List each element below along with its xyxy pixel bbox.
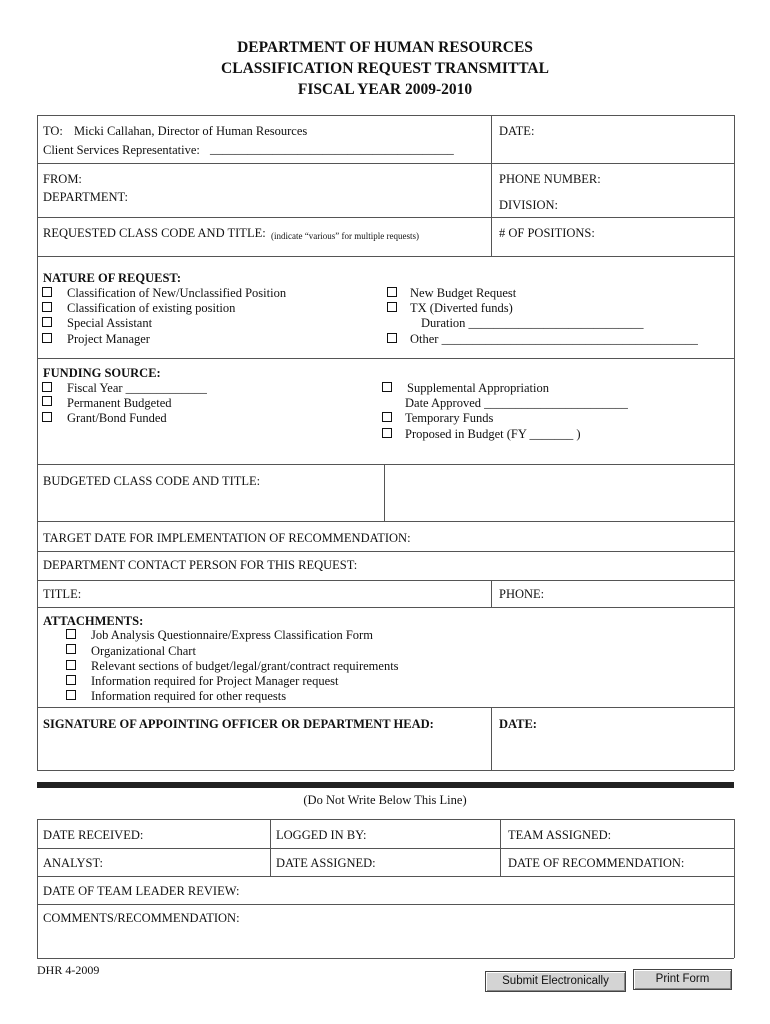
attachment-checkbox-org-chart[interactable] — [66, 644, 76, 654]
do-not-write-divider — [37, 782, 734, 788]
nature-checkbox-project-manager[interactable] — [42, 333, 52, 343]
from-field[interactable] — [85, 168, 485, 186]
attachment-checkbox-project-manager[interactable] — [66, 675, 76, 685]
print-form-button[interactable]: Print Form — [633, 969, 732, 990]
attachments-heading: ATTACHMENTS: — [43, 614, 144, 628]
date-approved-field[interactable]: Date Approved _______________________ — [405, 396, 628, 410]
attachment-option-other: Information required for other requests — [91, 689, 287, 703]
to-label: TO: — [43, 124, 63, 138]
date-of-recommendation-label: DATE OF RECOMMENDATION: — [508, 856, 685, 870]
nature-option-new-unclassified: Classification of New/Unclassified Position — [67, 286, 287, 300]
title-field[interactable] — [90, 584, 485, 604]
attachment-option-budget-sections: Relevant sections of budget/legal/grant/contract requirements — [91, 659, 399, 673]
funding-option-permanent-budgeted: Permanent Budgeted — [67, 396, 172, 410]
funding-checkbox-grant-bond[interactable] — [42, 412, 52, 422]
attachment-checkbox-budget-sections[interactable] — [66, 660, 76, 670]
nature-option-special-assistant: Special Assistant — [67, 316, 153, 330]
target-date-label: TARGET DATE FOR IMPLEMENTATION OF RECOMMENDATION: — [43, 531, 411, 545]
team-leader-review-label: DATE OF TEAM LEADER REVIEW: — [43, 884, 240, 898]
department-label: DEPARTMENT: — [43, 190, 128, 204]
nature-checkbox-other[interactable] — [387, 333, 397, 343]
funding-option-fiscal-year[interactable]: Fiscal Year _____________ — [67, 381, 207, 395]
date-received-label: DATE RECEIVED: — [43, 828, 144, 842]
phone-label: PHONE: — [499, 587, 545, 601]
phone-field[interactable] — [550, 584, 730, 604]
nature-checkbox-special-assistant[interactable] — [42, 317, 52, 327]
positions-field[interactable] — [600, 222, 730, 252]
tx-duration-field[interactable]: Duration ____________________________ — [421, 316, 644, 330]
date-assigned-label: DATE ASSIGNED: — [276, 856, 376, 870]
attachment-checkbox-jaq[interactable] — [66, 629, 76, 639]
client-services-rep-label: Client Services Representative: — [43, 143, 200, 157]
funding-option-supplemental: Supplemental Appropriation — [407, 381, 549, 395]
signature-date-label: DATE: — [499, 717, 537, 731]
division-label: DIVISION: — [499, 198, 559, 212]
phone-number-label: PHONE NUMBER: — [499, 172, 601, 186]
requested-class-code-label: REQUESTED CLASS CODE AND TITLE: — [43, 226, 266, 240]
attachment-option-org-chart: Organizational Chart — [91, 644, 196, 658]
requested-class-code-note: (indicate “various” for multiple requests) — [271, 231, 419, 241]
attachment-checkbox-other[interactable] — [66, 690, 76, 700]
funding-checkbox-proposed[interactable] — [382, 428, 392, 438]
client-services-rep-field[interactable]: _______________________________________ — [210, 142, 454, 156]
signature-field[interactable] — [43, 735, 486, 767]
funding-source-heading: FUNDING SOURCE: — [43, 366, 161, 380]
nature-of-request-heading: NATURE OF REQUEST: — [43, 271, 181, 285]
requested-class-code-field[interactable] — [43, 240, 483, 254]
funding-option-grant-bond: Grant/Bond Funded — [67, 411, 167, 425]
form-title-department: DEPARTMENT OF HUMAN RESOURCES — [237, 39, 533, 56]
title-label: TITLE: — [43, 587, 82, 601]
submit-electronically-button[interactable]: Submit Electronically — [485, 971, 626, 992]
funding-option-temporary: Temporary Funds — [405, 411, 494, 425]
attachment-option-project-manager: Information required for Project Manager request — [91, 674, 339, 688]
do-not-write-note: (Do Not Write Below This Line) — [303, 793, 467, 807]
funding-checkbox-temporary[interactable] — [382, 412, 392, 422]
budgeted-class-code-field[interactable] — [388, 468, 730, 518]
positions-label: # OF POSITIONS: — [499, 226, 595, 240]
budgeted-class-code-label: BUDGETED CLASS CODE AND TITLE: — [43, 474, 261, 488]
nature-option-new-budget: New Budget Request — [410, 286, 517, 300]
nature-option-project-manager: Project Manager — [67, 332, 150, 346]
nature-option-tx-diverted: TX (Diverted funds) — [410, 301, 513, 315]
attachment-option-jaq: Job Analysis Questionnaire/Express Classification Form — [91, 628, 373, 642]
target-date-field[interactable] — [420, 527, 730, 547]
funding-checkbox-fiscal-year[interactable] — [42, 382, 52, 392]
signature-label: SIGNATURE OF APPOINTING OFFICER OR DEPARTMENT HEAD: — [43, 717, 434, 731]
date-label: DATE: — [499, 124, 535, 138]
form-title-transmittal: CLASSIFICATION REQUEST TRANSMITTAL — [221, 60, 549, 77]
analyst-label: ANALYST: — [43, 856, 103, 870]
signature-date-field[interactable] — [545, 713, 730, 765]
form-id: DHR 4-2009 — [37, 963, 100, 977]
funding-checkbox-supplemental[interactable] — [382, 382, 392, 392]
comments-label: COMMENTS/RECOMMENDATION: — [43, 911, 240, 925]
division-field[interactable] — [565, 194, 730, 214]
nature-checkbox-existing[interactable] — [42, 302, 52, 312]
nature-option-existing: Classification of existing position — [67, 301, 236, 315]
nature-checkbox-tx-diverted[interactable] — [387, 302, 397, 312]
funding-checkbox-permanent-budgeted[interactable] — [42, 396, 52, 406]
contact-person-label: DEPARTMENT CONTACT PERSON FOR THIS REQUEST: — [43, 558, 358, 572]
to-recipient: Micki Callahan, Director of Human Resources — [74, 124, 308, 138]
department-field[interactable] — [135, 188, 485, 206]
nature-checkbox-new-unclassified[interactable] — [42, 287, 52, 297]
form-title-fiscal-year: FISCAL YEAR 2009-2010 — [297, 81, 473, 98]
date-field[interactable] — [540, 120, 730, 160]
phone-number-field[interactable] — [605, 168, 730, 186]
logged-in-by-label: LOGGED IN BY: — [276, 828, 367, 842]
funding-option-proposed[interactable]: Proposed in Budget (FY _______ ) — [405, 427, 581, 441]
contact-person-field[interactable] — [370, 555, 730, 577]
nature-option-other-field[interactable]: Other _________________________________________ — [410, 332, 698, 346]
from-label: FROM: — [43, 172, 82, 186]
nature-checkbox-new-budget[interactable] — [387, 287, 397, 297]
team-assigned-label: TEAM ASSIGNED: — [508, 828, 612, 842]
